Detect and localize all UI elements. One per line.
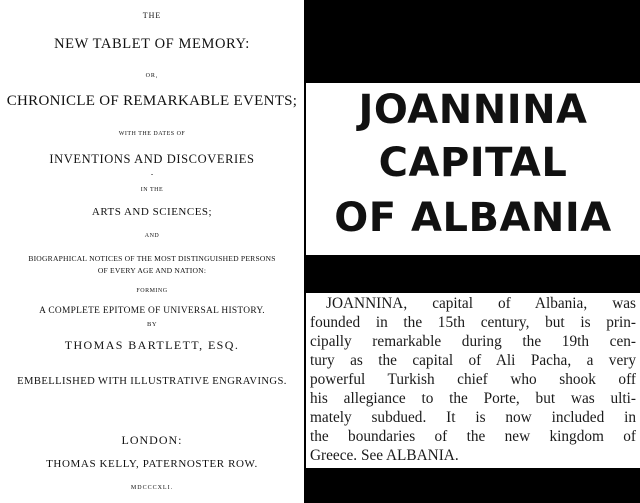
title-page (0, 0, 304, 503)
excerpt-line: founded in the 15th century, but is prin- (310, 314, 636, 331)
title-by: BY (146, 321, 158, 328)
title-bio-line1: BIOGRAPHICAL NOTICES OF THE MOST DISTINGUISHED PERSONS (28, 254, 276, 263)
title-in-the: IN THE (140, 187, 164, 193)
title-the: THE (142, 11, 162, 20)
heading-line-2: CAPITAL (378, 140, 568, 186)
excerpt-line: Greece. See ALBANIA. (310, 447, 459, 464)
title-dash: - (150, 170, 154, 178)
title-epitome: A COMPLETE EPITOME OF UNIVERSAL HISTORY. (39, 306, 265, 316)
title-inventions: INVENTIONS AND DISCOVERIES (49, 152, 255, 166)
author-name: THOMAS BARTLETT, ESQ. (64, 338, 240, 352)
title-embellished: EMBELLISHED WITH ILLUSTRATIVE ENGRAVINGS. (17, 376, 287, 387)
book-subtitle: CHRONICLE OF REMARKABLE EVENTS; (6, 93, 298, 109)
heading-line-1: JOANNINA (358, 87, 588, 133)
title-with-dates: WITH THE DATES OF (118, 131, 186, 137)
title-arts: ARTS AND SCIENCES; (91, 206, 213, 218)
heading-line-3: OF ALBANIA (334, 195, 612, 241)
title-or: OR, (145, 73, 159, 79)
book-title: NEW TABLET OF MEMORY: (54, 36, 250, 52)
publisher: THOMAS KELLY, PATERNOSTER ROW. (46, 458, 258, 470)
title-forming: FORMING (136, 288, 168, 294)
title-and: AND (144, 233, 160, 239)
excerpt-line: JOANNINA, capital of Albania, was (326, 295, 636, 312)
title-bio-line2: OF EVERY AGE AND NATION: (97, 266, 207, 275)
publication-city: LONDON: (121, 433, 183, 447)
excerpt-line: his allegiance to the Porte, but was ulti- (310, 390, 636, 407)
heading-box (306, 83, 640, 255)
encyclopedia-excerpt (306, 293, 640, 468)
excerpt-line: the boundaries of the new kingdom of (310, 428, 636, 445)
excerpt-line: mately subdued. It is now included in (310, 409, 636, 426)
excerpt-line: cipally remarkable during the 19th cen- (310, 333, 636, 350)
excerpt-line: tury as the capital of Ali Pacha, a very (310, 352, 636, 369)
excerpt-line: powerful Turkish chief who shook off (310, 371, 636, 388)
publication-year: MDCCCXLI. (130, 485, 174, 491)
